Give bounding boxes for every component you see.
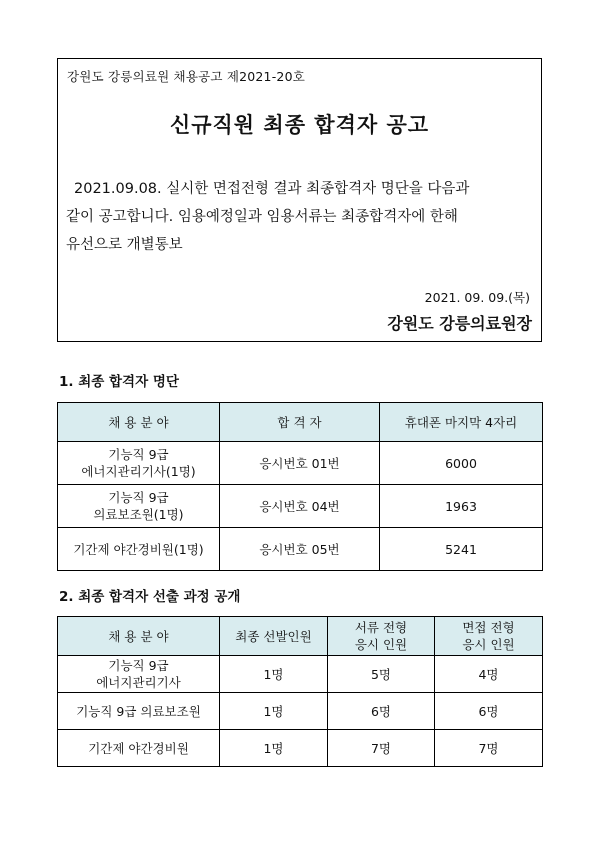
- field-line: 에너지관리기사(1명): [81, 464, 196, 479]
- applicant-cell: 응시번호 01번: [220, 442, 380, 485]
- table-row: [58, 442, 543, 485]
- phone-cell: 6000: [380, 442, 543, 485]
- field-line: 에너지관리기사: [96, 675, 181, 690]
- interview-count-cell: 4명: [435, 656, 543, 693]
- field-line: 기능직 9급: [108, 658, 169, 673]
- table-header-row: [58, 403, 543, 442]
- field-line: 의료보조원(1명): [93, 507, 184, 522]
- field-cell: 기간제 야간경비원(1명): [58, 528, 220, 571]
- notice-body-line: 유선으로 개별통보: [66, 237, 183, 253]
- header-line: 면접 전형: [462, 620, 515, 635]
- column-header-phone: 휴대폰 마지막 4자리: [380, 403, 543, 442]
- field-line: 기능직 9급: [108, 490, 169, 505]
- field-line: 기능직 9급: [108, 447, 169, 462]
- final-count-cell: 1명: [220, 693, 328, 730]
- notice-date: 2021. 09. 09.(목): [424, 290, 530, 305]
- applicant-cell: 응시번호 04번: [220, 485, 380, 528]
- column-header-applicant: 합 격 자: [220, 403, 380, 442]
- notice-body: [66, 175, 533, 259]
- table-row: [58, 656, 543, 693]
- field-cell: [58, 442, 220, 485]
- field-cell: 기능직 9급 의료보조원: [58, 693, 220, 730]
- selection-process-table: [57, 616, 543, 767]
- document-count-cell: 6명: [328, 693, 435, 730]
- phone-cell: 5241: [380, 528, 543, 571]
- column-header-field: 채 용 분 야: [58, 403, 220, 442]
- table-row: [58, 528, 543, 571]
- section-heading-final-list: 1. 최종 합격자 명단: [59, 374, 179, 390]
- notice-body-line: 같이 공고합니다. 임용예정일과 임용서류는 최종합격자에 한해: [66, 209, 458, 225]
- section-heading-selection-process: 2. 최종 합격자 선출 과정 공개: [59, 589, 241, 605]
- field-cell: [58, 656, 220, 693]
- phone-cell: 1963: [380, 485, 543, 528]
- field-cell: 기간제 야간경비원: [58, 730, 220, 767]
- header-line: 응시 인원: [354, 637, 408, 652]
- notice-title: 신규직원 최종 합격자 공고: [169, 113, 430, 137]
- applicant-cell: 응시번호 05번: [220, 528, 380, 571]
- table-row: [58, 693, 543, 730]
- interview-count-cell: 6명: [435, 693, 543, 730]
- final-applicants-table: [57, 402, 543, 571]
- notice-body-line: 2021.09.08. 실시한 면접전형 결과 최종합격자 명단을 다음과: [74, 181, 470, 197]
- final-count-cell: 1명: [220, 730, 328, 767]
- document-count-cell: 5명: [328, 656, 435, 693]
- table-header-row: [58, 617, 543, 656]
- column-header-final: 최종 선발인원: [220, 617, 328, 656]
- table-row: [58, 730, 543, 767]
- column-header-document: [328, 617, 435, 656]
- field-cell: [58, 485, 220, 528]
- document-count-cell: 7명: [328, 730, 435, 767]
- notice-box: [57, 58, 542, 342]
- table-row: [58, 485, 543, 528]
- final-count-cell: 1명: [220, 656, 328, 693]
- column-header-interview: [435, 617, 543, 656]
- notice-organization: 강원도 강릉의료원장: [387, 314, 532, 333]
- interview-count-cell: 7명: [435, 730, 543, 767]
- column-header-field: 채 용 분 야: [58, 617, 220, 656]
- header-line: 응시 인원: [462, 637, 515, 652]
- header-line: 서류 전형: [354, 620, 408, 635]
- notice-reference: 강원도 강릉의료원 채용공고 제2021-20호: [67, 69, 305, 84]
